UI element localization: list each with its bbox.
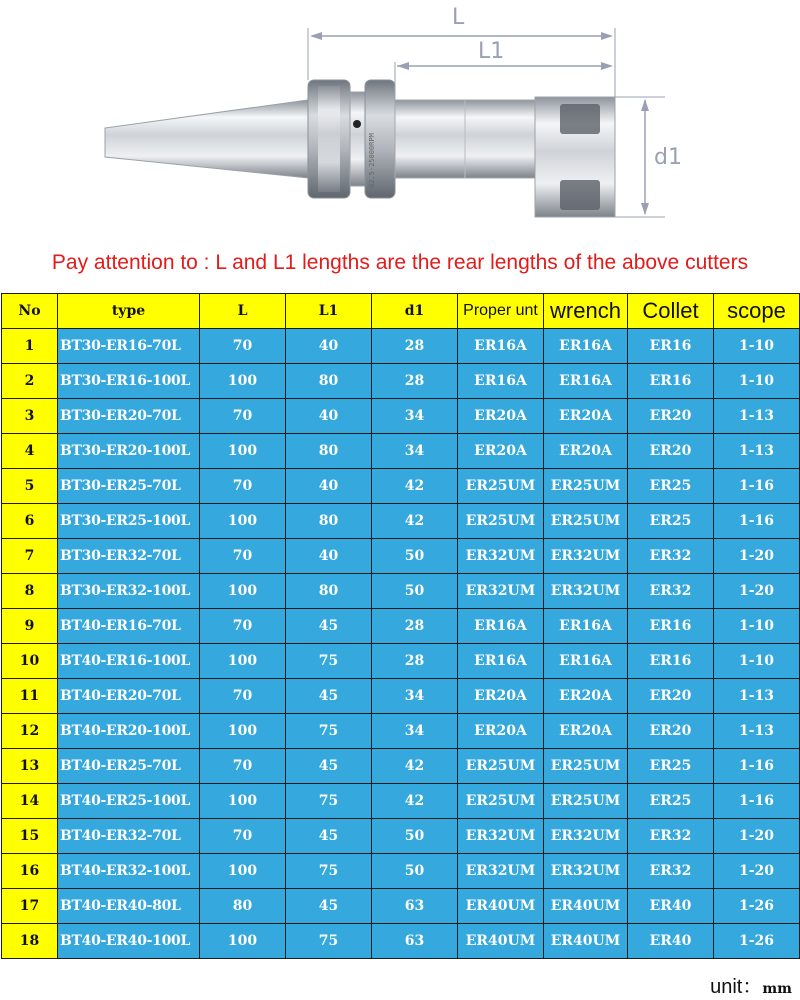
cell-scope: 1-13 [714, 434, 800, 469]
cell-wrench: ER16A [544, 329, 628, 364]
cell-type: BT40-ER32-100L [58, 854, 200, 889]
cell-type: BT40-ER20-100L [58, 714, 200, 749]
dim-L1-label: L1 [478, 39, 505, 64]
cell-L: 100 [200, 364, 286, 399]
dimension-L1 [395, 39, 613, 100]
header-no: No [2, 294, 58, 329]
dim-d1-label: d1 [654, 145, 682, 170]
table-row [2, 854, 800, 889]
cell-L1: 80 [286, 364, 372, 399]
cell-L1: 75 [286, 644, 372, 679]
dimension-L [308, 5, 615, 97]
header-d1: d1 [372, 294, 458, 329]
unit-label: unit： [710, 976, 763, 998]
cell-d1: 63 [372, 924, 458, 959]
cell-proper-unt: ER40UM [458, 924, 544, 959]
cell-collet: ER25 [628, 504, 714, 539]
unit-value: mm [762, 981, 792, 997]
cell-collet: ER32 [628, 539, 714, 574]
cell-type: BT40-ER20-70L [58, 679, 200, 714]
cell-d1: 50 [372, 854, 458, 889]
table-row [2, 364, 800, 399]
table-row [2, 924, 800, 959]
cell-collet: ER20 [628, 679, 714, 714]
table-row [2, 504, 800, 539]
cell-wrench: ER20A [544, 714, 628, 749]
cell-no: 10 [2, 644, 58, 679]
attention-note: Pay attention to : L and L1 lengths are the rear lengths of the above cutters [51, 251, 749, 274]
cell-type: BT40-ER40-80L [58, 889, 200, 924]
cell-d1: 28 [372, 609, 458, 644]
cell-no: 11 [2, 679, 58, 714]
cell-d1: 34 [372, 714, 458, 749]
cell-L: 70 [200, 679, 286, 714]
cell-collet: ER25 [628, 749, 714, 784]
cell-d1: 28 [372, 644, 458, 679]
cell-scope: 1-16 [714, 469, 800, 504]
cell-proper-unt: ER16A [458, 329, 544, 364]
cell-L: 80 [200, 889, 286, 924]
cell-wrench: ER16A [544, 609, 628, 644]
cell-proper-unt: ER25UM [458, 749, 544, 784]
cell-scope: 1-10 [714, 329, 800, 364]
cell-wrench: ER25UM [544, 469, 628, 504]
cell-L: 100 [200, 784, 286, 819]
cell-no: 12 [2, 714, 58, 749]
cell-L: 100 [200, 854, 286, 889]
cell-L: 70 [200, 819, 286, 854]
cell-wrench: ER40UM [544, 924, 628, 959]
cell-no: 13 [2, 749, 58, 784]
cell-proper-unt: ER32UM [458, 819, 544, 854]
cell-d1: 63 [372, 889, 458, 924]
cell-scope: 1-16 [714, 504, 800, 539]
cell-wrench: ER20A [544, 434, 628, 469]
cell-collet: ER20 [628, 434, 714, 469]
table-row [2, 889, 800, 924]
table-row [2, 399, 800, 434]
cell-proper-unt: ER32UM [458, 539, 544, 574]
cell-collet: ER16 [628, 329, 714, 364]
cell-d1: 34 [372, 679, 458, 714]
table-row [2, 819, 800, 854]
cell-collet: ER20 [628, 714, 714, 749]
header-proper-unt: Proper unt [458, 294, 544, 329]
cell-wrench: ER32UM [544, 539, 628, 574]
cell-proper-unt: ER16A [458, 644, 544, 679]
cell-scope: 1-16 [714, 749, 800, 784]
table-row [2, 539, 800, 574]
cell-scope: 1-20 [714, 854, 800, 889]
cell-no: 9 [2, 609, 58, 644]
unit-note [710, 970, 792, 999]
cell-d1: 42 [372, 784, 458, 819]
cell-scope: 1-13 [714, 679, 800, 714]
cell-L1: 45 [286, 679, 372, 714]
cell-scope: 1-20 [714, 574, 800, 609]
cell-proper-unt: ER25UM [458, 784, 544, 819]
cell-scope: 1-16 [714, 784, 800, 819]
cell-scope: 1-10 [714, 609, 800, 644]
table-row [2, 329, 800, 364]
cell-L: 100 [200, 434, 286, 469]
cell-L: 100 [200, 714, 286, 749]
cell-type: BT30-ER16-70L [58, 329, 200, 364]
cell-L1: 75 [286, 924, 372, 959]
cell-L: 100 [200, 644, 286, 679]
cell-L1: 80 [286, 434, 372, 469]
cell-d1: 42 [372, 469, 458, 504]
cell-collet: ER25 [628, 469, 714, 504]
cell-L: 70 [200, 539, 286, 574]
cell-collet: ER16 [628, 609, 714, 644]
cell-scope: 1-10 [714, 644, 800, 679]
cell-no: 8 [2, 574, 58, 609]
cell-scope: 1-20 [714, 539, 800, 574]
cell-scope: 1-20 [714, 819, 800, 854]
cell-scope: 1-13 [714, 399, 800, 434]
cell-collet: ER16 [628, 364, 714, 399]
cell-L1: 75 [286, 784, 372, 819]
cell-type: BT30-ER25-70L [58, 469, 200, 504]
cell-wrench: ER25UM [544, 784, 628, 819]
table-row [2, 749, 800, 784]
cell-no: 15 [2, 819, 58, 854]
cell-L1: 40 [286, 469, 372, 504]
cell-L1: 40 [286, 539, 372, 574]
cell-scope: 1-10 [714, 364, 800, 399]
table-header-row [2, 294, 800, 329]
cell-wrench: ER16A [544, 364, 628, 399]
cell-no: 17 [2, 889, 58, 924]
table-row [2, 714, 800, 749]
cell-L: 70 [200, 749, 286, 784]
cell-L: 70 [200, 329, 286, 364]
cell-L: 100 [200, 924, 286, 959]
cell-wrench: ER16A [544, 644, 628, 679]
cell-collet: ER32 [628, 819, 714, 854]
svg-text:G2.5-25000RPM: G2.5-25000RPM [368, 133, 376, 188]
table-row [2, 469, 800, 504]
cell-collet: ER32 [628, 854, 714, 889]
cell-type: BT30-ER32-100L [58, 574, 200, 609]
table-row [2, 679, 800, 714]
cell-d1: 50 [372, 819, 458, 854]
cell-wrench: ER20A [544, 399, 628, 434]
header-collet: Collet [628, 294, 714, 329]
dim-L-label: L [452, 5, 465, 30]
cell-proper-unt: ER25UM [458, 469, 544, 504]
cell-collet: ER40 [628, 924, 714, 959]
cell-type: BT40-ER40-100L [58, 924, 200, 959]
spec-table [1, 293, 800, 959]
cell-wrench: ER25UM [544, 749, 628, 784]
table-row [2, 574, 800, 609]
cell-no: 18 [2, 924, 58, 959]
cell-type: BT30-ER20-70L [58, 399, 200, 434]
cell-no: 7 [2, 539, 58, 574]
taper-shank [105, 100, 308, 178]
cell-proper-unt: ER16A [458, 609, 544, 644]
cell-d1: 28 [372, 364, 458, 399]
cell-proper-unt: ER32UM [458, 854, 544, 889]
cell-L1: 45 [286, 749, 372, 784]
cell-no: 3 [2, 399, 58, 434]
cell-proper-unt: ER20A [458, 434, 544, 469]
cell-type: BT30-ER25-100L [58, 504, 200, 539]
cell-proper-unt: ER32UM [458, 574, 544, 609]
cell-collet: ER32 [628, 574, 714, 609]
cell-L1: 75 [286, 854, 372, 889]
cell-proper-unt: ER20A [458, 679, 544, 714]
header-type: type [58, 294, 200, 329]
cell-no: 2 [2, 364, 58, 399]
cell-d1: 34 [372, 399, 458, 434]
dimension-d1 [615, 97, 682, 217]
cell-L: 100 [200, 504, 286, 539]
cell-type: BT40-ER16-100L [58, 644, 200, 679]
cell-wrench: ER20A [544, 679, 628, 714]
table-row [2, 644, 800, 679]
cell-L: 70 [200, 399, 286, 434]
cell-L1: 80 [286, 504, 372, 539]
cell-wrench: ER25UM [544, 504, 628, 539]
cell-proper-unt: ER25UM [458, 504, 544, 539]
cell-L: 70 [200, 469, 286, 504]
cell-type: BT40-ER32-70L [58, 819, 200, 854]
cell-d1: 50 [372, 574, 458, 609]
table-row [2, 784, 800, 819]
cell-d1: 28 [372, 329, 458, 364]
cell-scope: 1-26 [714, 924, 800, 959]
table-row [2, 434, 800, 469]
cell-L1: 80 [286, 574, 372, 609]
cell-scope: 1-13 [714, 714, 800, 749]
cell-L1: 40 [286, 329, 372, 364]
cell-wrench: ER32UM [544, 574, 628, 609]
cell-d1: 42 [372, 749, 458, 784]
cell-proper-unt: ER20A [458, 714, 544, 749]
cell-scope: 1-26 [714, 889, 800, 924]
cell-proper-unt: ER16A [458, 364, 544, 399]
cell-collet: ER25 [628, 784, 714, 819]
cell-type: BT40-ER16-70L [58, 609, 200, 644]
cell-type: BT30-ER20-100L [58, 434, 200, 469]
cell-no: 4 [2, 434, 58, 469]
cell-d1: 42 [372, 504, 458, 539]
cell-no: 14 [2, 784, 58, 819]
table-row [2, 609, 800, 644]
cell-no: 1 [2, 329, 58, 364]
header-L1: L1 [286, 294, 372, 329]
cell-proper-unt: ER20A [458, 399, 544, 434]
cell-no: 6 [2, 504, 58, 539]
cell-L1: 45 [286, 609, 372, 644]
cell-wrench: ER40UM [544, 889, 628, 924]
cell-collet: ER40 [628, 889, 714, 924]
cell-L: 100 [200, 574, 286, 609]
table-body [2, 329, 800, 959]
cell-L: 70 [200, 609, 286, 644]
header-scope: scope [714, 294, 800, 329]
cell-L1: 40 [286, 399, 372, 434]
cell-collet: ER16 [628, 644, 714, 679]
cell-type: BT30-ER16-100L [58, 364, 200, 399]
tool-holder-drawing [0, 0, 800, 245]
cell-d1: 34 [372, 434, 458, 469]
cell-no: 16 [2, 854, 58, 889]
cell-type: BT40-ER25-70L [58, 749, 200, 784]
cell-proper-unt: ER40UM [458, 889, 544, 924]
cell-type: BT30-ER32-70L [58, 539, 200, 574]
cell-L1: 45 [286, 889, 372, 924]
cell-d1: 50 [372, 539, 458, 574]
cell-wrench: ER32UM [544, 819, 628, 854]
cell-L1: 45 [286, 819, 372, 854]
header-wrench: wrench [544, 294, 628, 329]
header-L: L [200, 294, 286, 329]
cell-wrench: ER32UM [544, 854, 628, 889]
cell-no: 5 [2, 469, 58, 504]
cell-type: BT40-ER25-100L [58, 784, 200, 819]
cell-L1: 75 [286, 714, 372, 749]
cell-collet: ER20 [628, 399, 714, 434]
